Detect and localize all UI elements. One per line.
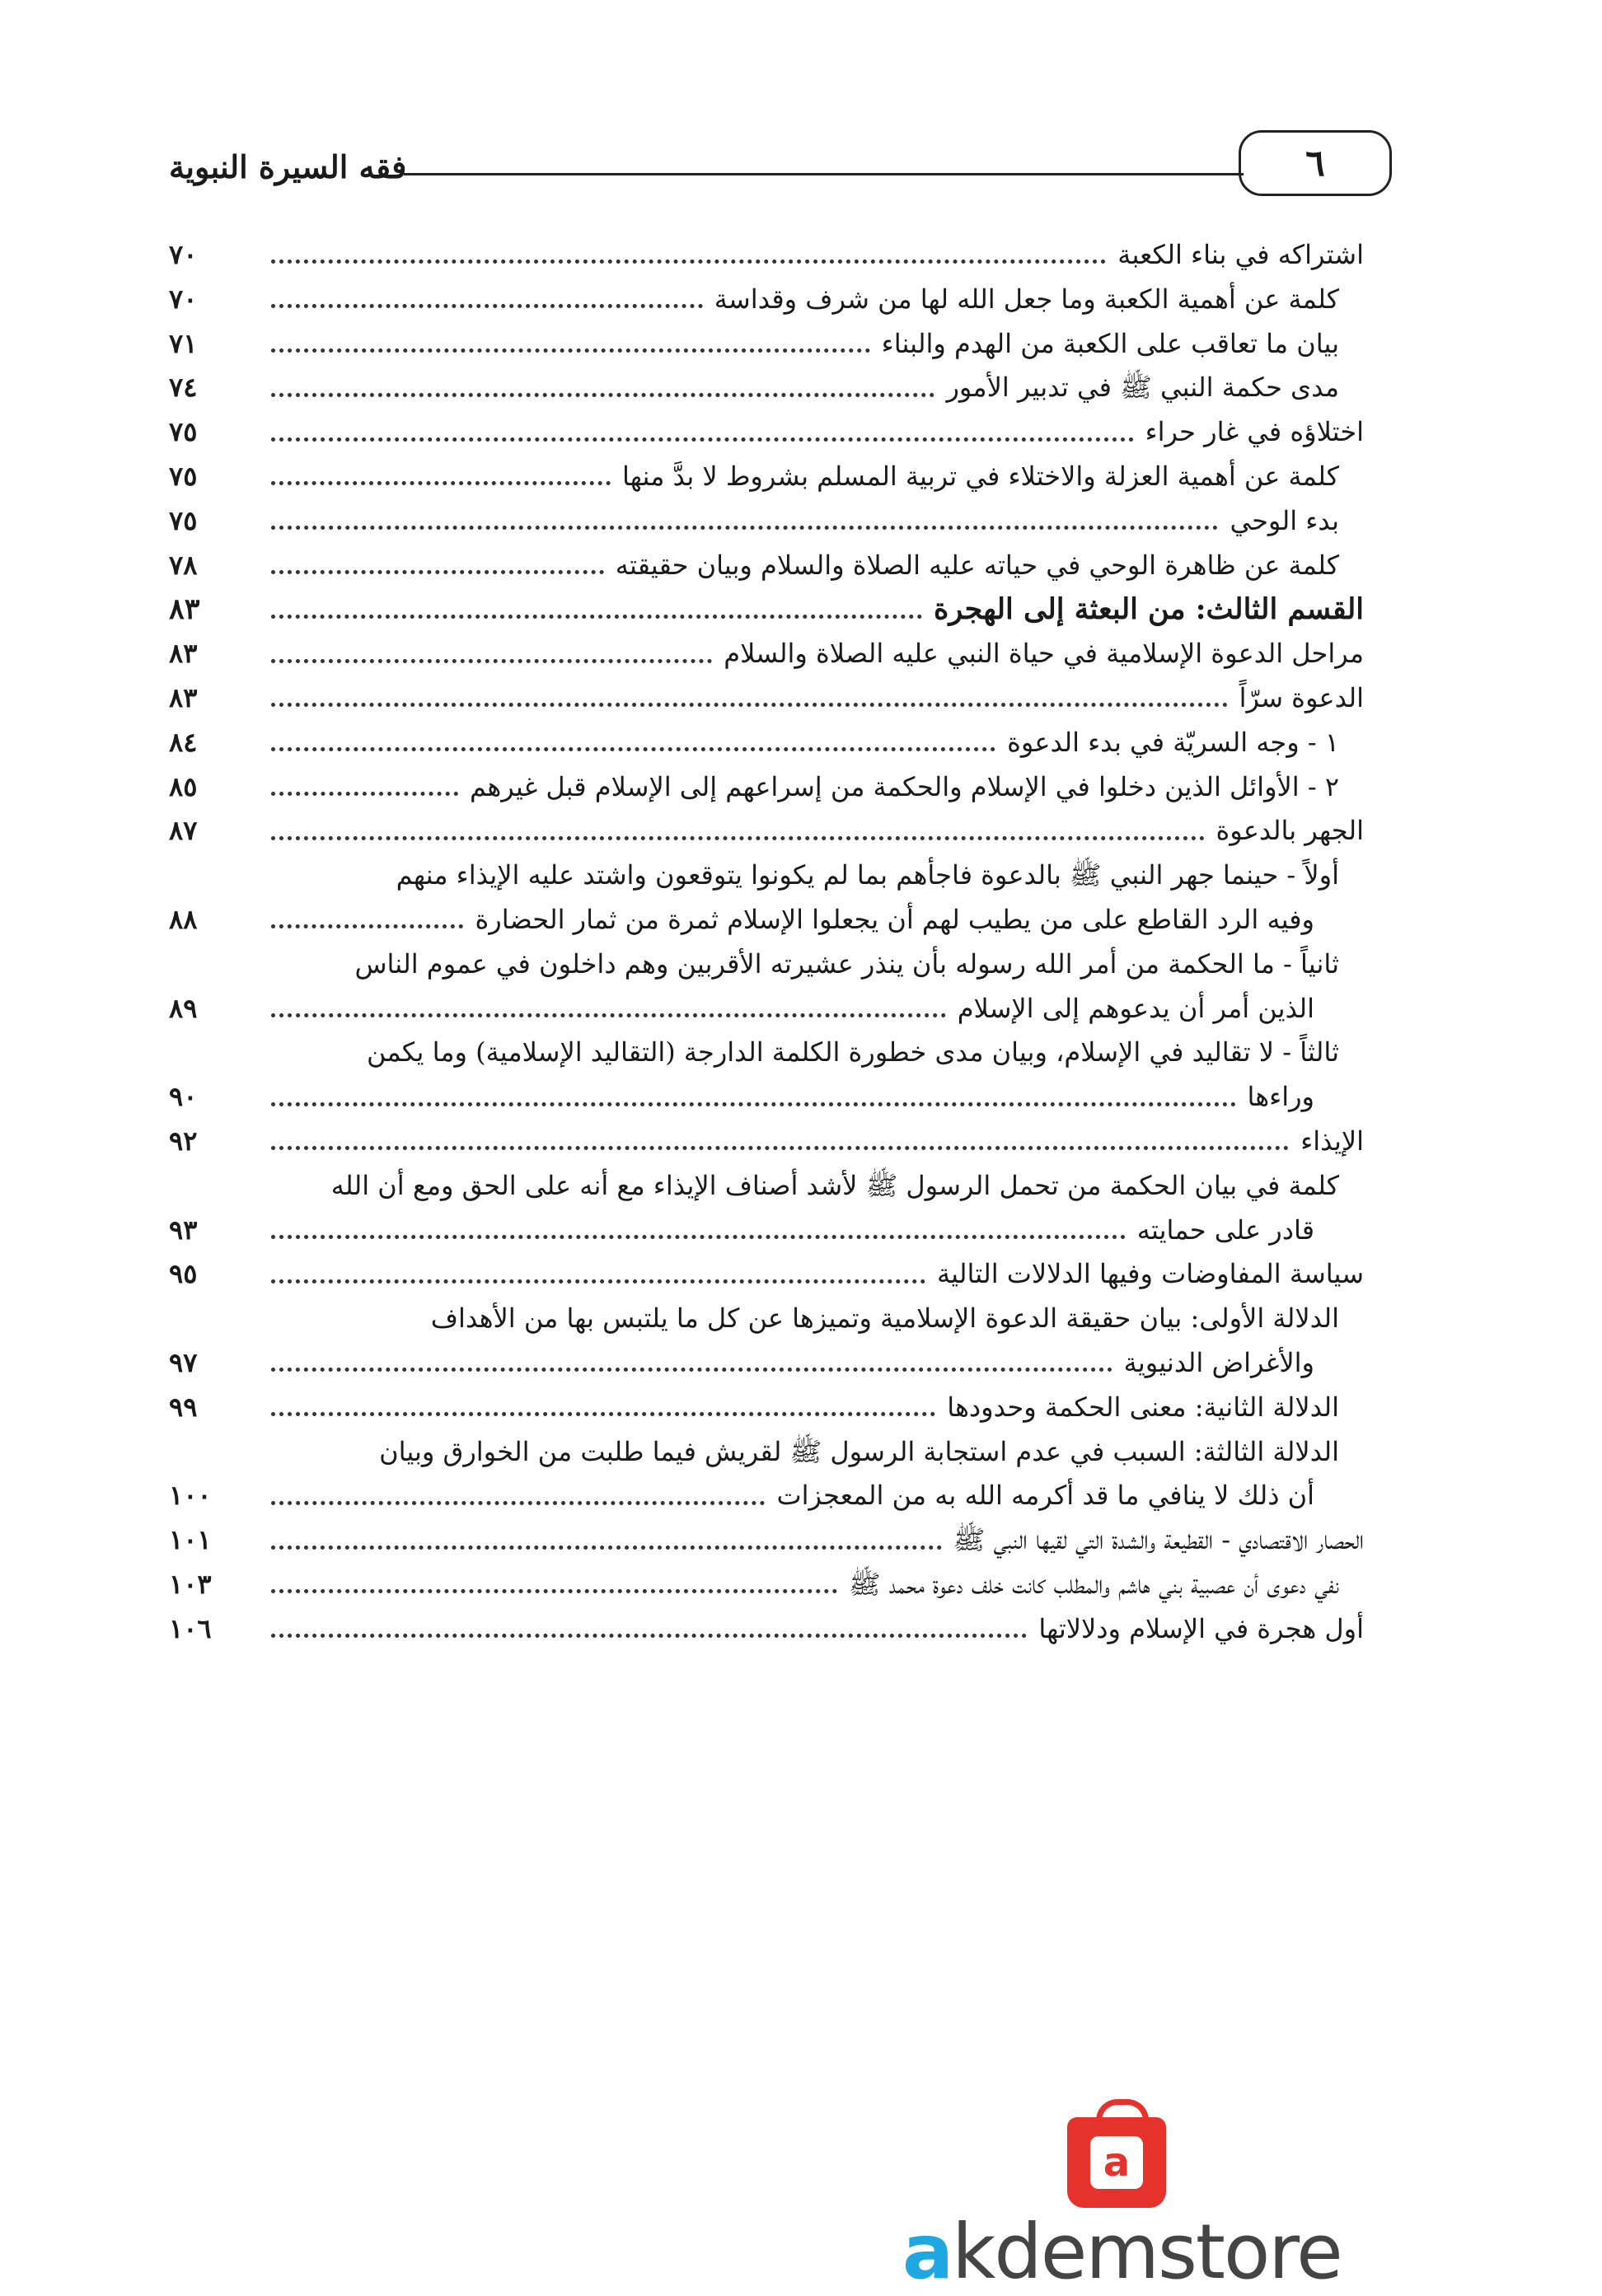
toc-row xyxy=(169,1607,1364,1652)
toc-entry-text: ٢ - الأوائل الذين دخلوا في الإسلام والحكمة من إسراعهم إلى الإسلام قبل غيرهم xyxy=(470,770,1339,802)
toc-leader-dots xyxy=(271,1634,1027,1638)
toc-leader-dots xyxy=(271,260,1106,264)
toc-entry xyxy=(260,765,1339,810)
page-number: ٦ xyxy=(1239,130,1392,196)
toc-page-number: ٩٣ xyxy=(169,1213,198,1246)
table-of-contents xyxy=(169,233,1364,1652)
toc-page-number: ١٠٦ xyxy=(169,1612,212,1644)
toc-entry xyxy=(260,632,1364,676)
toc-entry-text: كلمة عن أهمية الكعبة وما جعل الله لها من شرف وقداسة xyxy=(714,283,1339,315)
brand-name xyxy=(902,2208,1342,2296)
toc-entry xyxy=(260,1120,1364,1164)
toc-entry-text: الدعوة سرّاً xyxy=(1239,681,1364,713)
toc-row xyxy=(169,1430,1364,1475)
toc-entry xyxy=(260,1209,1314,1253)
toc-entry xyxy=(260,1474,1314,1518)
toc-entry-text: كلمة في بيان الحكمة من تحمل الرسول ﷺ لأشد أصناف الإيذاء مع أنه على الحق ومع أن الله xyxy=(330,1169,1339,1201)
toc-row xyxy=(169,676,1364,721)
toc-leader-dots xyxy=(271,703,1228,707)
toc-row xyxy=(169,942,1364,987)
toc-entry xyxy=(260,544,1339,588)
brand-rest: kdemstore xyxy=(952,2208,1342,2296)
toc-entry xyxy=(260,987,1314,1031)
toc-entry-text: الدلالة الأولى: بيان حقيقة الدعوة الإسلامية وتميزها عن كل ما يلتبس بها من الأهداف xyxy=(430,1302,1339,1335)
toc-entry xyxy=(169,1164,1339,1209)
toc-row xyxy=(169,587,1364,632)
toc-row xyxy=(169,1518,1364,1563)
toc-leader-dots xyxy=(271,1146,1289,1150)
toc-entry-text: ثالثاً - لا تقاليد في الإسلام، وبيان مدى خطورة الكلمة الدارجة (التقاليد الإسلامية) وما يكمن xyxy=(367,1036,1339,1069)
toc-entry xyxy=(260,233,1364,278)
toc-leader-dots xyxy=(271,348,870,353)
toc-leader-dots xyxy=(271,1102,1236,1106)
toc-entry-text: الذين أمر أن يدعوهم إلى الإسلام xyxy=(957,992,1314,1024)
toc-entry xyxy=(260,1386,1339,1430)
toc-entry-text: سياسة المفاوضات وفيها الدلالات التالية xyxy=(936,1258,1364,1290)
toc-page-number: ٨٣ xyxy=(169,592,200,627)
toc-page-number: ٧٤ xyxy=(169,372,198,404)
toc-page-number: ٩٠ xyxy=(169,1081,198,1113)
toc-leader-dots xyxy=(271,1013,946,1017)
toc-row xyxy=(169,410,1364,455)
toc-page-number: ١٠١ xyxy=(169,1524,212,1556)
toc-row xyxy=(169,1341,1364,1386)
toc-leader-dots xyxy=(271,437,1134,442)
toc-entry-text: كلمة عن أهمية العزلة والاختلاء في تربية المسلم بشروط لا بدَّ منها xyxy=(622,460,1339,492)
toc-leader-dots xyxy=(271,1545,942,1550)
toc-entry-text: وراءها xyxy=(1247,1081,1314,1113)
toc-entry xyxy=(260,1518,1364,1563)
toc-entry xyxy=(260,721,1339,765)
toc-page-number: ٩٩ xyxy=(169,1391,198,1423)
toc-page-number: ٨٧ xyxy=(169,815,198,847)
toc-entry xyxy=(260,1075,1314,1120)
toc-page-number: ٧٠ xyxy=(169,283,198,315)
toc-entry-text: كلمة عن ظاهرة الوحي في حياته عليه الصلاة والسلام وبيان حقيقته xyxy=(615,549,1339,581)
toc-page-number: ٧٥ xyxy=(169,416,198,448)
toc-row xyxy=(169,544,1364,588)
toc-leader-dots xyxy=(271,792,458,796)
toc-row xyxy=(169,1164,1364,1209)
toc-leader-dots xyxy=(271,1501,765,1505)
toc-leader-dots xyxy=(271,393,934,397)
header-rule xyxy=(404,173,1244,175)
toc-entry xyxy=(169,853,1339,898)
toc-page-number: ٩٧ xyxy=(169,1346,198,1378)
toc-entry xyxy=(169,1430,1339,1475)
toc-page-number: ٨٨ xyxy=(169,903,198,935)
toc-leader-dots xyxy=(271,481,611,485)
toc-row xyxy=(169,1297,1364,1341)
toc-entry-text: أول هجرة في الإسلام ودلالاتها xyxy=(1038,1612,1364,1644)
toc-leader-dots xyxy=(271,924,463,928)
toc-entry xyxy=(169,942,1339,987)
toc-entry xyxy=(260,278,1339,322)
toc-page-number: ٧٨ xyxy=(169,549,198,581)
toc-row xyxy=(169,765,1364,810)
toc-entry-text: مراحل الدعوة الإسلامية في حياة النبي عليه الصلاة والسلام xyxy=(724,638,1364,670)
brand-first-letter: a xyxy=(902,2208,953,2296)
toc-page-number: ٧١ xyxy=(169,327,198,359)
toc-entry-text: بدء الوحي xyxy=(1230,504,1339,536)
toc-page-number: ٨٤ xyxy=(169,726,198,758)
toc-page-number: ١٠٣ xyxy=(169,1568,212,1600)
toc-leader-dots xyxy=(271,304,703,308)
toc-row xyxy=(169,1474,1364,1518)
toc-leader-dots xyxy=(271,1368,1112,1372)
toc-entry xyxy=(260,1252,1364,1297)
toc-entry xyxy=(260,410,1364,455)
toc-entry xyxy=(260,1607,1364,1652)
toc-page-number: ٨٥ xyxy=(169,770,198,802)
book-title: فقه السيرة النبوية xyxy=(169,148,407,185)
toc-leader-dots xyxy=(271,659,712,663)
toc-leader-dots xyxy=(271,1235,1126,1239)
toc-page-number: ١٠٠ xyxy=(169,1480,212,1512)
toc-leader-dots xyxy=(271,570,604,574)
toc-page-number: ٨٣ xyxy=(169,638,198,670)
toc-entry-text: نفي دعوى أن عصبية بني هاشم والمطلب كانت خلف دعوة محمد ﷺ xyxy=(848,1568,1339,1600)
toc-row xyxy=(169,233,1364,278)
toc-leader-dots xyxy=(271,747,995,751)
toc-entry xyxy=(260,1341,1314,1386)
toc-leader-dots xyxy=(271,526,1218,530)
toc-page-number: ٩٢ xyxy=(169,1125,198,1157)
toc-entry-text: ١ - وجه السريّة في بدء الدعوة xyxy=(1007,726,1339,758)
toc-page-number: ٩٥ xyxy=(169,1258,198,1290)
toc-row xyxy=(169,499,1364,544)
toc-entry xyxy=(260,587,1364,632)
toc-row xyxy=(169,853,1364,898)
toc-entry-text: أولاً - حينما جهر النبي ﷺ بالدعوة فاجأهم بما لم يكونوا يتوقعون واشتد عليه الإيذاء منهم xyxy=(396,859,1339,891)
toc-entry-text: اختلاؤه في غار حراء xyxy=(1145,416,1364,448)
toc-entry-text: أن ذلك لا ينافي ما قد أكرمه الله به من المعجزات xyxy=(776,1480,1314,1512)
toc-page-number: ٨٣ xyxy=(169,681,198,713)
toc-row xyxy=(169,987,1364,1031)
toc-entry xyxy=(260,366,1339,410)
toc-entry-text: قادر على حمايته xyxy=(1136,1213,1314,1246)
toc-entry-text: مدى حكمة النبي ﷺ في تدبير الأمور xyxy=(946,372,1339,404)
toc-entry xyxy=(169,1031,1339,1075)
toc-page-number: ٧٥ xyxy=(169,460,198,492)
toc-entry-text: والأغراض الدنيوية xyxy=(1123,1346,1314,1378)
toc-row xyxy=(169,1209,1364,1253)
toc-entry-text: القسم الثالث: من البعثة إلى الهجرة xyxy=(934,592,1364,627)
toc-entry-text: ثانياً - ما الحكمة من أمر الله رسوله بأن ينذر عشيرته الأقربين وهم داخلون في عموم الناس xyxy=(354,947,1339,980)
toc-entry xyxy=(169,1297,1339,1341)
toc-entry-text: الحصار الاقتصادي - القطيعة والشدة التي لقيها النبي ﷺ xyxy=(953,1524,1364,1556)
toc-row xyxy=(169,721,1364,765)
toc-entry xyxy=(260,455,1339,499)
toc-row xyxy=(169,1563,1364,1607)
toc-leader-dots xyxy=(271,1589,837,1593)
toc-leader-dots xyxy=(271,836,1205,840)
toc-row xyxy=(169,1031,1364,1075)
toc-row xyxy=(169,1120,1364,1164)
toc-entry-text: الدلالة الثالثة: السبب في عدم استجابة الرسول ﷺ لقريش فيما طلبت من الخوارق وبيان xyxy=(379,1435,1339,1467)
toc-entry-text: الدلالة الثانية: معنى الحكمة وحدودها xyxy=(947,1391,1339,1423)
toc-entry xyxy=(260,809,1364,853)
toc-entry xyxy=(260,1563,1339,1607)
shopping-bag-icon xyxy=(1067,2117,1166,2208)
toc-row xyxy=(169,366,1364,410)
toc-row xyxy=(169,1075,1364,1120)
toc-entry xyxy=(260,676,1364,721)
toc-entry xyxy=(260,499,1339,544)
toc-row xyxy=(169,1386,1364,1430)
toc-leader-dots xyxy=(271,1412,935,1416)
toc-entry-text: الإيذاء xyxy=(1300,1125,1364,1157)
toc-row xyxy=(169,322,1364,367)
toc-page-number: ٧٠ xyxy=(169,239,198,270)
toc-entry xyxy=(260,322,1339,367)
toc-page-number: ٧٥ xyxy=(169,504,198,536)
toc-entry-text: بيان ما تعاقب على الكعبة من الهدم والبناء xyxy=(881,327,1339,359)
toc-entry-text: الجهر بالدعوة xyxy=(1216,815,1364,847)
toc-row xyxy=(169,1252,1364,1297)
toc-entry-text: وفيه الرد القاطع على من يطيب لهم أن يجعلوا الإسلام ثمرة من ثمار الحضارة xyxy=(475,903,1314,935)
toc-row xyxy=(169,632,1364,676)
akdemstore-watermark xyxy=(902,2117,1380,2296)
toc-row xyxy=(169,809,1364,853)
toc-entry-text: اشتراكه في بناء الكعبة xyxy=(1117,239,1364,270)
bag-letter: a xyxy=(1090,2136,1143,2189)
toc-leader-dots xyxy=(271,615,922,619)
toc-leader-dots xyxy=(271,1279,925,1284)
toc-row xyxy=(169,278,1364,322)
toc-row xyxy=(169,898,1364,942)
toc-row xyxy=(169,455,1364,499)
page-header xyxy=(169,130,1392,196)
toc-page-number: ٨٩ xyxy=(169,992,198,1024)
toc-entry xyxy=(260,898,1314,942)
